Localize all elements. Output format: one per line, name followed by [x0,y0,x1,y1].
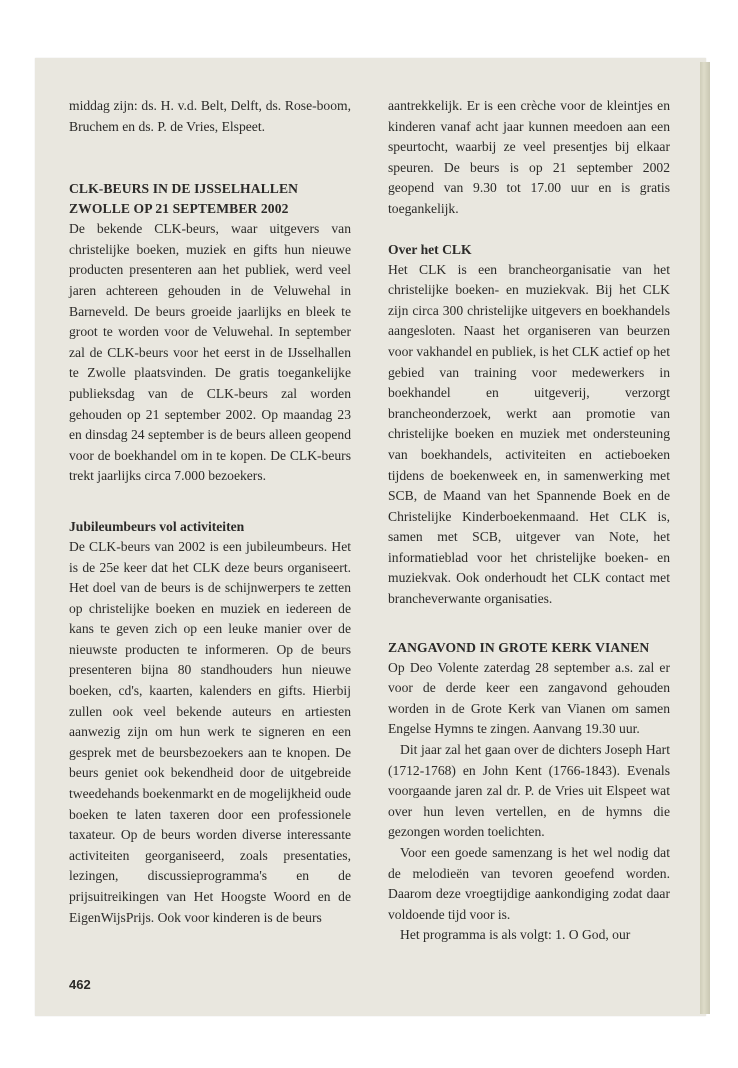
clk-beurs-body: De bekende CLK-beurs, waar uitgevers van christelijke boeken, muziek en gifts hun nieuwe producten presenteren aan het publiek, werd veel jaren achtereen gehouden in de Veluwehal in Barneveld. De beurs groeide jaarlijks en bleek te groot te worden voor de Veluwehal. In september zal de CLK-beurs voor het eerst in de IJsselhallen te Zwolle plaatsvinden. De gratis toegankelijke publieksdag van de CLK-beurs zal worden gehouden op 21 september 2002. Op maandag 23 en dinsdag 24 september is de beurs alleen geopend voor de boekhandel om in te kopen. De CLK-beurs trekt jaarlijks circa 7.000 bezoekers. [69,221,351,484]
zangavond-para2: Dit jaar zal het gaan over de dichters Joseph Hart (1712-1768) en John Kent (1766-1843). Evenals voorgaande jaren zal dr. P. de Vries uit Elspeet wat over hun leven vertellen, en de hymns die gezongen worden toelichten. [388,742,670,840]
right-column [388,96,670,946]
over-het-clk-heading: Over het CLK [388,241,472,257]
page-edge [700,62,710,1014]
page-number: 462 [69,977,91,992]
continuation-paragraph: aantrekkelijk. Er is een crèche voor de kleintjes en kinderen vanaf acht jaar kunnen meedoen aan een speurtocht, waarbij ze veel presentjes bij elkaar speuren. De beurs is op 21 september 2002 geopend van 9.30 tot 17.00 uur en is gratis toegankelijk. [388,98,670,216]
clk-beurs-heading-line2: ZWOLLE OP 21 SEPTEMBER 2002 [69,201,289,217]
zangavond-para3: Voor een goede samenzang is het wel nodig dat de melodieën van tevoren geoefend worden. Daarom deze vroegtijdige aankondiging zodat daar voldoende tijd voor is. [388,845,670,922]
zangavond-para1: Op Deo Volente zaterdag 28 september a.s. zal er voor de derde keer een zangavond gehouden worden in de Grote Kerk van Vianen om samen Engelse Hymns te zingen. Aanvang 19.30 uur. [388,659,670,737]
jubileumbeurs-body: De CLK-beurs van 2002 is een jubileumbeurs. Het is de 25e keer dat het CLK deze beurs organiseert. Het doel van de beurs is de schijnwerpers te zetten op christelijke boeken en muziek en iedereen de kans te geven zich op een leuke manier over de nieuwste producten te informeren. Op de beurs presenteren bijna 80 standhouders hun nieuwe boeken, cd's, kaarten, kalenders en gifts. Hierbij zullen ook veel bekende auteurs en artiesten aanwezig zijn om hun werk te signeren en een gesprek met de beursbezoekers aan te knopen. De beurs geniet ook bekendheid door de uitgebreide tweedehands boekenmarkt en de mogelijkheid oude boeken te laten taxeren door een professionele taxateur. Op de beurs worden diverse interessante activiteiten georganiseerd, zoals presentaties, lezingen, discussieprogramma's en de prijsuitreikingen van Het Hoogste Woord en de EigenWijsPrijs. Ook voor kinderen is de beurs [69,538,351,925]
zangavond-para4: Het programma is als volgt: 1. O God, our [400,927,631,943]
jubileumbeurs-heading: Jubileumbeurs vol activiteiten [69,518,245,534]
left-column [69,96,351,928]
over-het-clk-body: Het CLK is een brancheorganisatie van het christelijke boeken- en muziekvak. Bij het CLK zijn circa 300 christelijke uitgevers en boekhandels aangesloten. Naast het organiseren van beurzen voor vakhandel en publiek, is het CLK actief op het gebied van training voor medewerkers in boekhandel en uitgeverij, verzorgt brancheonderzoek, werkt aan promotie van christelijke boeken en muziek met ondersteuning van boekhandels, activiteiten en actieboeken tijdens de boekenweek en, in samenwerking met SCB, de Maand van het Spannende Boek en de Christelijke Kinderboekenmaand. Het CLK is, samen met SCB, uitgever van Note, het informatieblad voor het christelijke boeken- en muziekvak. Ook onderhoudt het CLK contact met brancheverwante organisaties. [388,261,670,607]
zangavond-heading: ZANGAVOND IN GROTE KERK VIANEN [388,639,650,655]
clk-beurs-heading-line1: CLK-BEURS IN DE IJSSELHALLEN [69,181,299,197]
intro-paragraph: middag zijn: ds. H. v.d. Belt, Delft, ds. Rose-boom, Bruchem en ds. P. de Vries, Elspeet. [69,98,351,134]
